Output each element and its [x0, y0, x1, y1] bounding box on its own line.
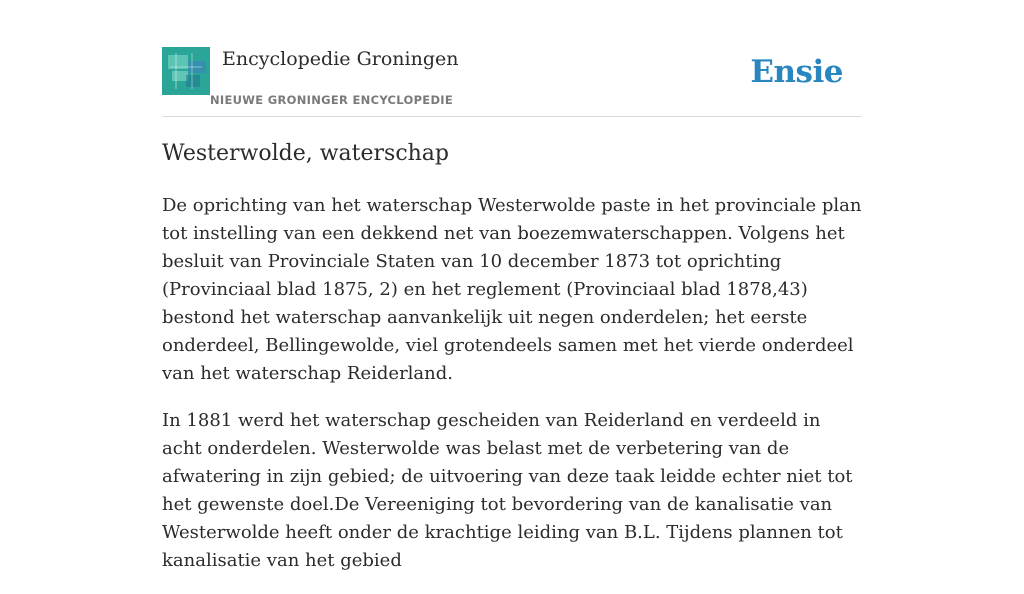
site-title[interactable]: Encyclopedie Groningen: [222, 48, 459, 70]
article-paragraph: De oprichting van het waterschap Westerwolde paste in het provinciale plan tot instelling van een dekkend net van boezemwaterschappen. Volgens het besluit van Provinciale Staten van 10 december 1873 tot oprichting (Provinciaal blad 1875, 2) en het reglement (Provinciaal blad 1878,43) bestond het waterschap aanvankelijk uit negen onderdelen; het eerste onderdeel, Bellingewolde, viel grotendeels samen met het vierde onderdeel van het waterschap Reiderland.: [162, 195, 862, 384]
article-title: Westerwolde, waterschap: [162, 141, 450, 166]
article-paragraph: In 1881 werd het waterschap gescheiden van Reiderland en verdeeld in acht onderdelen. Westerwolde was belast met de verbetering van de afwatering in zijn gebied; de uitvoering van deze taak leidde echter niet tot het gewenste doel.De Vereeniging tot bevordering van de kanalisatie van Westerwolde heeft onder de krachtige leiding van B.L. Tijdens plannen tot kanalisatie van het gebied: [162, 410, 853, 571]
site-header: [162, 46, 862, 117]
ensie-brand-logo[interactable]: Ensie: [750, 54, 843, 90]
article-body: [162, 192, 862, 594]
encyclopedie-groningen-logo-icon[interactable]: [162, 47, 210, 95]
site-subtitle: NIEUWE GRONINGER ENCYCLOPEDIE: [210, 93, 454, 107]
